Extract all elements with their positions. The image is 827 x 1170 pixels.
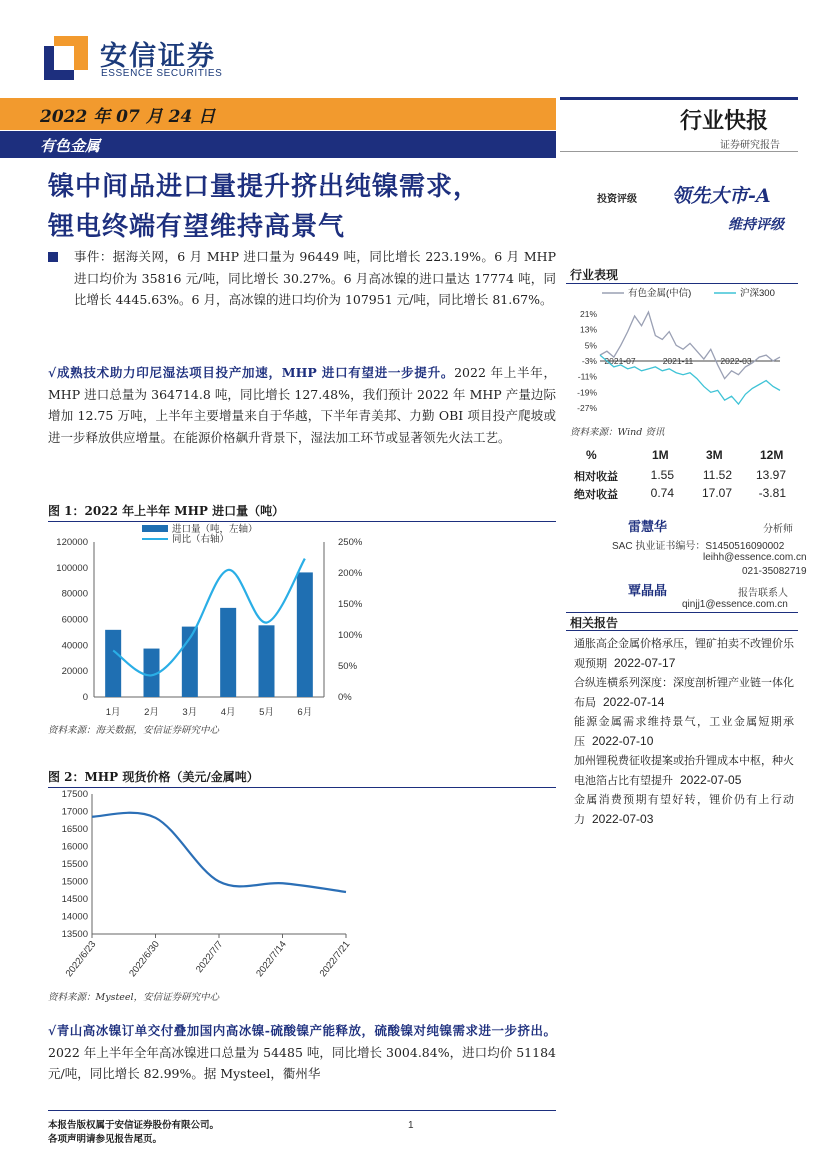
y-tick-label: -11% xyxy=(577,371,597,382)
x-tick-label: 2022/7/14 xyxy=(254,939,289,980)
related-report-item[interactable] xyxy=(574,673,794,712)
y-tick-label: 16500 xyxy=(61,824,88,835)
analysis-paragraph-1 xyxy=(48,362,556,448)
y-left-tick-label: 40000 xyxy=(61,640,88,652)
related-top-rule xyxy=(566,612,798,613)
y-right-tick-label: 150% xyxy=(338,599,363,610)
rating-value: 领先大市-A xyxy=(672,185,771,207)
y-left-tick-label: 100000 xyxy=(56,562,88,574)
related-report-item[interactable] xyxy=(574,712,794,751)
y-right-tick-label: 200% xyxy=(338,568,363,579)
header-rule-thin xyxy=(560,151,798,152)
legend-label-line: 同比（右轴） xyxy=(172,534,230,545)
legend-swatch-bar xyxy=(142,525,168,532)
rating-label: 投资评级 xyxy=(597,194,637,205)
category-bar xyxy=(0,131,556,158)
yoy-growth-line xyxy=(113,559,305,676)
performance-title: 行业表现 xyxy=(570,268,619,282)
related-report-date: 2022-07-10 xyxy=(592,733,654,748)
y-left-tick-label: 80000 xyxy=(61,588,88,600)
paragraph-lead: √成熟技术助力印尼湿法项目投产加速，MHP 进口有望进一步提升。 xyxy=(48,365,455,380)
table-cell: -3.81 xyxy=(758,486,786,500)
related-report-item[interactable] xyxy=(574,634,794,673)
header-rule xyxy=(560,97,798,100)
industry-category: 有色金属 xyxy=(40,137,101,155)
footer-disclaimer: 各项声明请参见报告尾页。 xyxy=(48,1134,163,1145)
related-report-text: 能源金属需求维持景气，工业金属短期承压 xyxy=(574,715,794,748)
x-tick-label: 2022/6/23 xyxy=(63,939,99,980)
legend-label-industry: 有色金属(中信) xyxy=(628,288,692,299)
table-cell: 13.97 xyxy=(755,468,786,482)
table-cell: 11.52 xyxy=(702,468,732,482)
y-right-tick-label: 50% xyxy=(338,661,358,672)
paragraph-lead: √青山高冰镍订单交付叠加国内高冰镍-硫酸镍产能释放，硫酸镍对纯镍需求进一步挤出。 xyxy=(48,1023,556,1038)
analyst-role: 分析师 xyxy=(763,524,793,535)
x-tick-label: 2022/7/21 xyxy=(317,939,353,980)
y-tick-label: 13500 xyxy=(61,929,88,940)
x-tick-label: 2月 xyxy=(144,707,159,718)
related-title: 相关报告 xyxy=(570,616,619,630)
logo-mark-icon xyxy=(44,36,88,80)
y-tick-label: 21% xyxy=(579,309,597,319)
related-report-date: 2022-07-17 xyxy=(614,655,676,670)
related-reports-list xyxy=(574,634,794,829)
table-cell: 17.07 xyxy=(701,486,732,500)
page-number: 1 xyxy=(408,1120,414,1131)
x-tick-label: 5月 xyxy=(259,707,274,718)
bar-import-volume xyxy=(220,608,236,697)
y-tick-label: 13% xyxy=(579,324,597,335)
footer-rule xyxy=(48,1110,556,1111)
y-right-tick-label: 0% xyxy=(338,692,352,703)
related-report-date: 2022-07-14 xyxy=(603,694,665,709)
header-cell: % xyxy=(586,448,597,462)
header-cell: 3M xyxy=(706,448,723,462)
performance-header-row xyxy=(566,448,798,466)
y-tick-label: -3% xyxy=(581,356,597,366)
bar-import-volume xyxy=(105,630,121,697)
analyst-phone: 021-35082719 xyxy=(742,566,807,577)
y-right-tick-label: 250% xyxy=(338,537,363,548)
y-tick-label: 15500 xyxy=(61,859,88,870)
table-cell: 0.74 xyxy=(650,486,674,500)
y-tick-label: 14500 xyxy=(61,894,88,905)
figure1-title: 图 1：2022 年上半年 MHP 进口量（吨） xyxy=(48,504,285,518)
x-tick-label: 1月 xyxy=(105,707,121,718)
footer-copyright: 本报告版权属于安信证券股份有限公司。 xyxy=(48,1120,220,1131)
report-title-line2: 锂电终端有望维持高景气 xyxy=(48,212,346,242)
analyst-sac-number: SAC 执业证书编号：S1450516090002 xyxy=(612,541,785,552)
report-title-line1: 镍中间品进口量提升挤出纯镍需求， xyxy=(48,172,481,202)
figure2-source: 资料来源：Mysteel，安信证券研究中心 xyxy=(48,992,220,1003)
table-cell: 1.55 xyxy=(650,468,674,482)
mhp-price-chart xyxy=(44,788,364,988)
contact-email[interactable]: qinjj1@essence.com.cn xyxy=(682,599,788,610)
report-subtype: 证券研究报告 xyxy=(720,140,780,151)
analyst-email[interactable]: leihh@essence.com.cn xyxy=(703,552,807,563)
performance-row-absolute xyxy=(566,486,798,504)
related-report-date: 2022-07-03 xyxy=(592,811,654,826)
y-tick-label: 15000 xyxy=(61,876,88,888)
logo-name-cn: 安信证券 xyxy=(100,41,216,71)
figure2-title: 图 2：MHP 现货价格（美元/金属吨） xyxy=(48,770,259,784)
report-type: 行业快报 xyxy=(680,108,769,134)
header-cell: 12M xyxy=(760,448,784,462)
paragraph-text: 2022 年上半年，MHP 进口总量为 364714.8 吨，同比增长 127.48%，我们预计 2022 年 MHP 产量边际增加 12.75 万吨，上半年主要增量来自于华越，下半年青美邦、力勤 OBI 项目投产爬坡或进一步释放供应增量。在能源价格飙升背景下，湿法加工环节或显著领先火法工艺。 xyxy=(48,365,556,445)
bullet-square-icon xyxy=(48,252,58,262)
related-report-text: 合纵连横系列深度：深度剖析锂产业链一体化布局 xyxy=(574,676,794,709)
related-rule xyxy=(566,630,798,631)
event-paragraph: 事件：据海关网，6 月 MHP 进口量为 96449 吨，同比增长 223.19%。6 月 MHP 进口均价为 35816 元/吨，同比增长 30.27%。6 月高冰镍的进口量达 17774 吨，同比增长 4445.63%。6 月，高冰镍的进口均价为 107951 元/吨，同比增长 81.67%。 xyxy=(74,249,556,307)
y-tick-label: 16000 xyxy=(61,841,88,853)
x-tick-label: 2022-03 xyxy=(720,356,752,366)
legend-label-csi300: 沪深300 xyxy=(740,288,775,299)
related-report-item[interactable] xyxy=(574,790,794,829)
bar-import-volume xyxy=(259,625,275,697)
x-tick-label: 2022/7/7 xyxy=(193,939,226,975)
company-logo xyxy=(44,34,244,84)
x-tick-label: 2021-11 xyxy=(662,356,694,366)
y-left-tick-label: 120000 xyxy=(56,537,88,548)
y-right-tick-label: 100% xyxy=(338,630,363,641)
bar-import-volume xyxy=(297,572,313,697)
contact-name: 覃晶晶 xyxy=(628,584,668,599)
y-tick-label: 17500 xyxy=(61,789,88,800)
rating-change: 维持评级 xyxy=(728,217,784,233)
y-tick-label: 5% xyxy=(584,340,597,351)
x-tick-label: 6月 xyxy=(297,707,313,718)
y-tick-label: -19% xyxy=(577,387,597,398)
related-report-date: 2022-07-05 xyxy=(680,772,742,787)
analysis-paragraph-2 xyxy=(48,1020,556,1085)
figure1-source: 资料来源：海关数据，安信证券研究中心 xyxy=(48,725,220,736)
row-label: 相对收益 xyxy=(574,471,618,483)
performance-row-relative xyxy=(566,468,798,486)
y-tick-label: -27% xyxy=(577,403,597,413)
report-date: 2022 年 07 月 24 日 xyxy=(40,107,216,127)
y-left-tick-label: 60000 xyxy=(61,614,88,626)
y-tick-label: 14000 xyxy=(61,911,88,923)
related-report-text: 金属消费预期有望好转，锂价仍有上行动力 xyxy=(574,793,794,826)
analyst-name: 雷慧华 xyxy=(628,520,668,535)
logo-name-en: ESSENCE SECURITIES xyxy=(101,68,223,79)
x-tick-label: 2021-07 xyxy=(604,356,636,366)
y-left-tick-label: 20000 xyxy=(61,666,88,678)
related-report-text: 通胀高企金属价格承压，锂矿拍卖不改锂价乐观预期 xyxy=(574,637,794,670)
mhp-import-chart xyxy=(44,522,364,722)
header-cell: 1M xyxy=(652,448,669,462)
legend-label-bar: 进口量（吨，左轴） xyxy=(172,524,258,535)
mhp-price-line xyxy=(92,813,346,892)
y-left-tick-label: 0 xyxy=(82,692,88,703)
contact-role: 报告联系人 xyxy=(738,588,788,599)
related-report-text: 加州锂税费征收提案或抬升锂成本中枢，种火电池箔占比有望提升 xyxy=(574,754,794,787)
date-bar xyxy=(0,98,556,130)
performance-source: 资料来源：Wind 资讯 xyxy=(570,427,665,438)
x-tick-label: 4月 xyxy=(220,707,236,718)
related-report-item[interactable] xyxy=(574,751,794,790)
x-tick-label: 3月 xyxy=(182,707,198,718)
paragraph-text: 2022 年上半年全年高冰镍进口总量为 54485 吨，同比增长 3004.84%，进口均价 51184 元/吨，同比增长 82.99%。据 Mysteel，衢州华 xyxy=(48,1044,556,1081)
y-tick-label: 17000 xyxy=(61,806,88,818)
x-tick-label: 2022/6/30 xyxy=(127,939,162,980)
row-label: 绝对收益 xyxy=(574,489,618,501)
industry-performance-chart xyxy=(566,284,798,420)
